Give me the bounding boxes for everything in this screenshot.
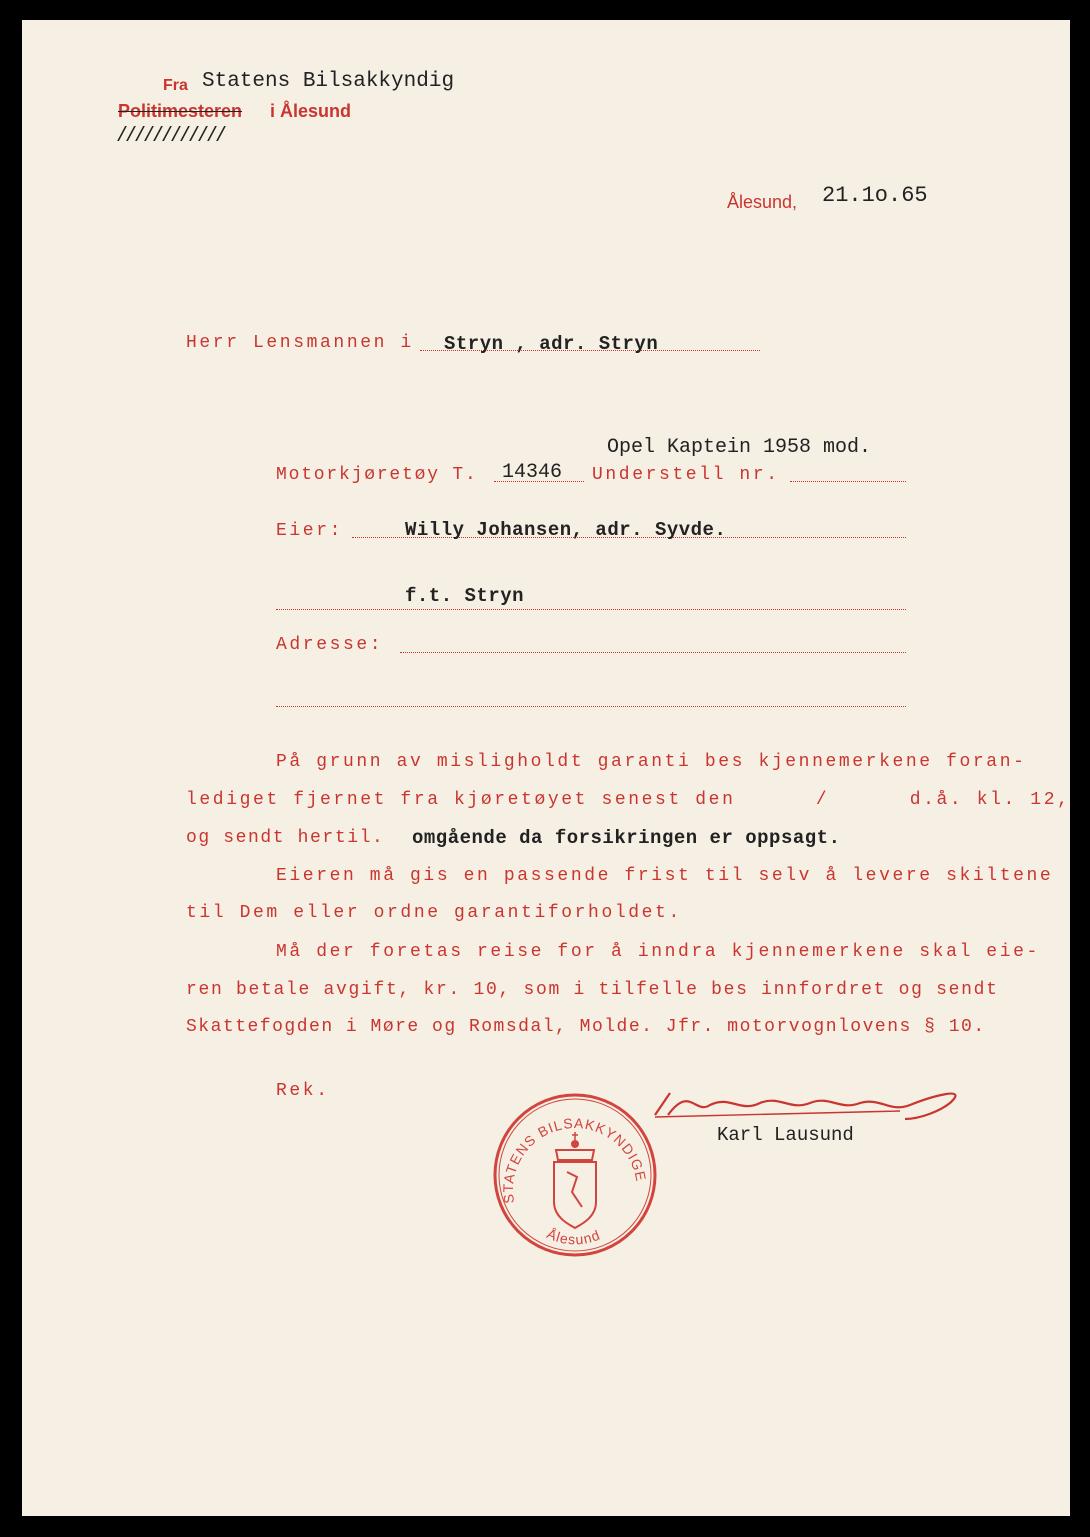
body-p1-l3-typed: omgående da forsikringen er oppsagt.	[412, 827, 841, 849]
official-stamp	[492, 1092, 658, 1258]
addressee-label: Herr Lensmannen i	[186, 333, 414, 353]
struck-office: Politimesteren	[118, 101, 243, 121]
date-place: Ålesund,	[727, 192, 798, 212]
body-p3-l2: ren betale avgift, kr. 10, som i tilfelle bes innfordret og sendt	[186, 980, 999, 1000]
from-typed: Statens Bilsakkyndig	[202, 70, 455, 93]
closing-rek: Rek.	[276, 1081, 330, 1101]
signature	[650, 1075, 980, 1123]
date-value: 21.1o.65	[822, 183, 928, 208]
office-suffix: i Ålesund	[270, 101, 352, 121]
body-p2-l1: Eieren må gis en passende frist til selv å levere skiltene	[276, 866, 1054, 886]
vehicle-reg-no: 14346	[502, 461, 563, 484]
addressee-value: Stryn , adr. Stryn	[444, 333, 659, 355]
body-p1-l1: På grunn av misligholdt garanti bes kjennemerkene foran-	[276, 752, 1027, 772]
address-label: Adresse:	[276, 635, 384, 655]
vehicle-model: Opel Kaptein 1958 mod.	[607, 436, 872, 459]
body-p3-l1: Må der foretas reise for å inndra kjennemerkene skal eie-	[276, 942, 1040, 962]
body-p3-l3: Skattefogden i Møre og Romsdal, Molde. Jfr. motorvognlovens § 10.	[186, 1017, 986, 1037]
vehicle-label: Motorkjøretøy T.	[276, 465, 478, 485]
body-p1-l2: lediget fjernet fra kjøretøyet senest den / d.å. kl. 12,	[186, 790, 1071, 810]
body-p2-l2: til Dem eller ordne garantiforholdet.	[186, 903, 682, 923]
owner-line2: f.t. Stryn	[405, 585, 525, 607]
chassis-label: Understell nr.	[592, 465, 780, 485]
owner-label: Eier:	[276, 521, 344, 541]
signer-name: Karl Lausund	[717, 1124, 854, 1146]
strike-marks: ////////////	[116, 125, 225, 148]
from-label: Fra	[163, 77, 188, 94]
stamp-text-top: STATENS BILSAKKYNDIGE	[499, 1114, 650, 1205]
owner-value: Willy Johansen, adr. Syvde.	[405, 519, 727, 541]
body-p1-l3-printed: og sendt hertil.	[186, 828, 385, 848]
stamp-text-bottom: Ålesund	[544, 1225, 603, 1248]
